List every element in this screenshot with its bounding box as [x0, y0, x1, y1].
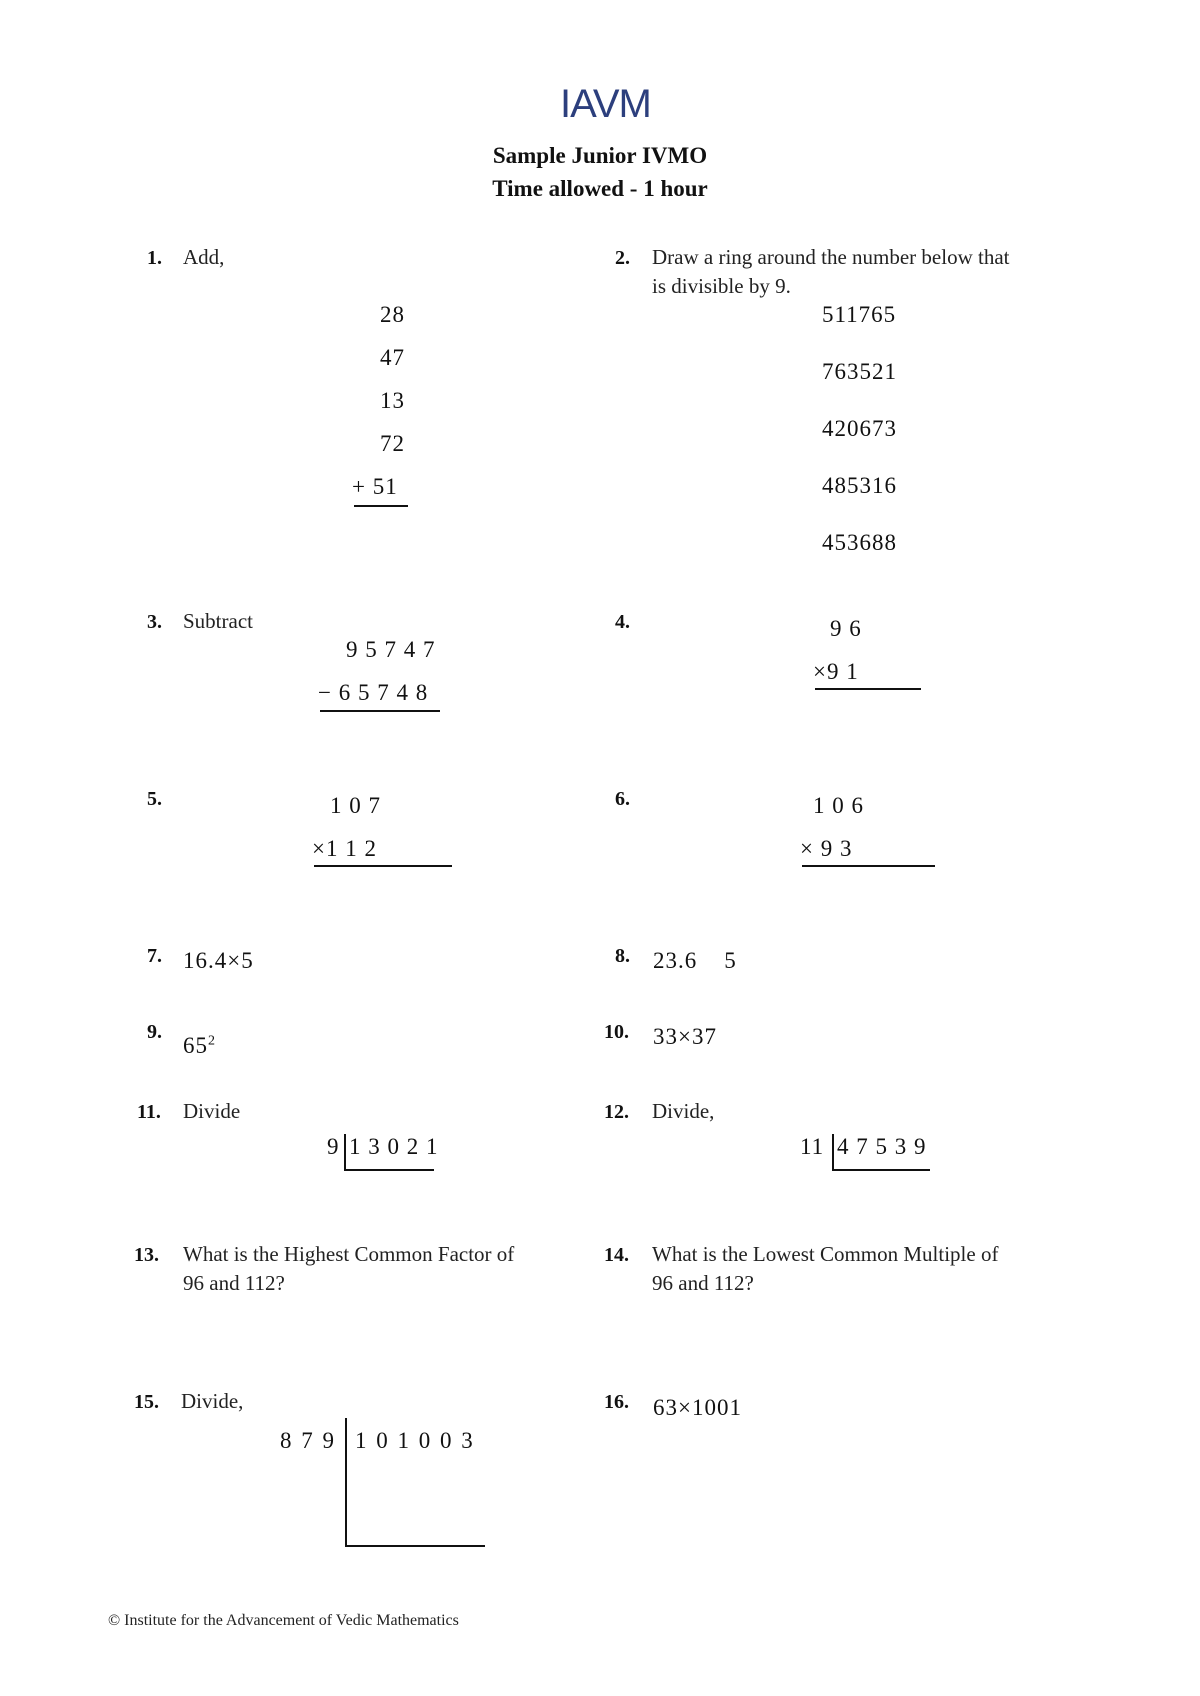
q4-result-line [815, 688, 921, 690]
q6-bottom: × 9 3 [800, 836, 853, 861]
q1-addend-2: 47 [380, 345, 405, 370]
q13-text-line1: What is the Highest Common Factor of [183, 1242, 515, 1266]
q14-text-line1: What is the Lowest Common Multiple of [652, 1242, 999, 1266]
q15-divisor: 8 7 9 [280, 1428, 336, 1453]
q3-number: 3. [147, 611, 162, 633]
q9-exponent: 2 [208, 1033, 216, 1049]
q5-result-line [314, 865, 452, 867]
q1-addend-1: 28 [380, 302, 405, 327]
q16-number: 16. [604, 1391, 629, 1413]
q15-number: 15. [134, 1391, 159, 1413]
q3-text: Subtract [183, 609, 253, 633]
q9-number: 9. [147, 1021, 162, 1043]
page-subtitle: Time allowed - 1 hour [492, 176, 708, 201]
q15-dividend: 1 0 1 0 0 3 [355, 1428, 475, 1453]
q1-addend-3: 13 [380, 388, 405, 413]
q11-division-bar [344, 1134, 346, 1170]
q11-dividend: 1 3 0 2 1 [349, 1134, 439, 1159]
q6-top: 1 0 6 [813, 793, 864, 818]
q12-division-bar [832, 1134, 834, 1170]
q5-bottom: ×1 1 2 [312, 836, 377, 861]
q12-division-line [832, 1169, 930, 1171]
q2-option-1[interactable]: 511765 [822, 302, 897, 327]
q7-number: 7. [147, 945, 162, 967]
q15-text: Divide, [181, 1389, 244, 1413]
q7-expression: 16.4×5 [183, 948, 254, 973]
q16-expression: 63×1001 [653, 1395, 742, 1420]
q15-division-bar [345, 1418, 347, 1546]
q12-text: Divide, [652, 1099, 715, 1123]
q11-text: Divide [183, 1099, 241, 1123]
q3-result-line [320, 710, 440, 712]
q14-number: 14. [604, 1244, 629, 1266]
q2-text-line2: is divisible by 9. [652, 274, 791, 298]
q14-text-line2: 96 and 112? [652, 1271, 754, 1295]
q1-number: 1. [147, 247, 162, 269]
q2-option-2[interactable]: 763521 [822, 359, 897, 384]
iavm-logo: IAVM [560, 82, 651, 126]
q2-option-3[interactable]: 420673 [822, 416, 897, 441]
q2-text-line1: Draw a ring around the number below that [652, 245, 1010, 269]
q6-result-line [802, 865, 935, 867]
q12-divisor: 11 [800, 1134, 825, 1159]
q8-number: 8. [615, 945, 630, 967]
q10-number: 10. [604, 1021, 629, 1043]
q1-sum-line [354, 505, 408, 507]
q9-expression [183, 1033, 216, 1059]
page-title: Sample Junior IVMO [492, 143, 708, 168]
q11-number: 11. [137, 1101, 161, 1123]
q1-text: Add, [183, 245, 225, 269]
footer-copyright: © Institute for the Advancement of Vedic Mathematics [108, 1612, 459, 1629]
q11-divisor: 9 [327, 1134, 340, 1159]
q6-number: 6. [615, 788, 630, 810]
q12-dividend: 4 7 5 3 9 [837, 1134, 927, 1159]
q13-text-line2: 96 and 112? [183, 1271, 285, 1295]
q2-option-4[interactable]: 485316 [822, 473, 897, 498]
q15-division-line [345, 1545, 485, 1547]
q11-division-line [344, 1169, 434, 1171]
q1-addend-last: + 51 [352, 474, 398, 499]
q3-minuend: 9 5 7 4 7 [346, 637, 436, 662]
q5-top: 1 0 7 [330, 793, 381, 818]
q10-expression: 33×37 [653, 1024, 717, 1049]
q9-base: 65 [183, 1033, 208, 1058]
q2-number: 2. [615, 247, 630, 269]
q5-number: 5. [147, 788, 162, 810]
q4-top: 9 6 [830, 616, 862, 641]
q12-number: 12. [604, 1101, 629, 1123]
q1-addend-4: 72 [380, 431, 405, 456]
q2-option-5[interactable]: 453688 [822, 530, 897, 555]
q3-subtrahend: − 6 5 7 4 8 [318, 680, 429, 705]
q13-number: 13. [134, 1244, 159, 1266]
q8-expression: 23.6 5 [653, 948, 737, 973]
q4-number: 4. [615, 611, 630, 633]
q4-bottom: ×9 1 [813, 659, 859, 684]
